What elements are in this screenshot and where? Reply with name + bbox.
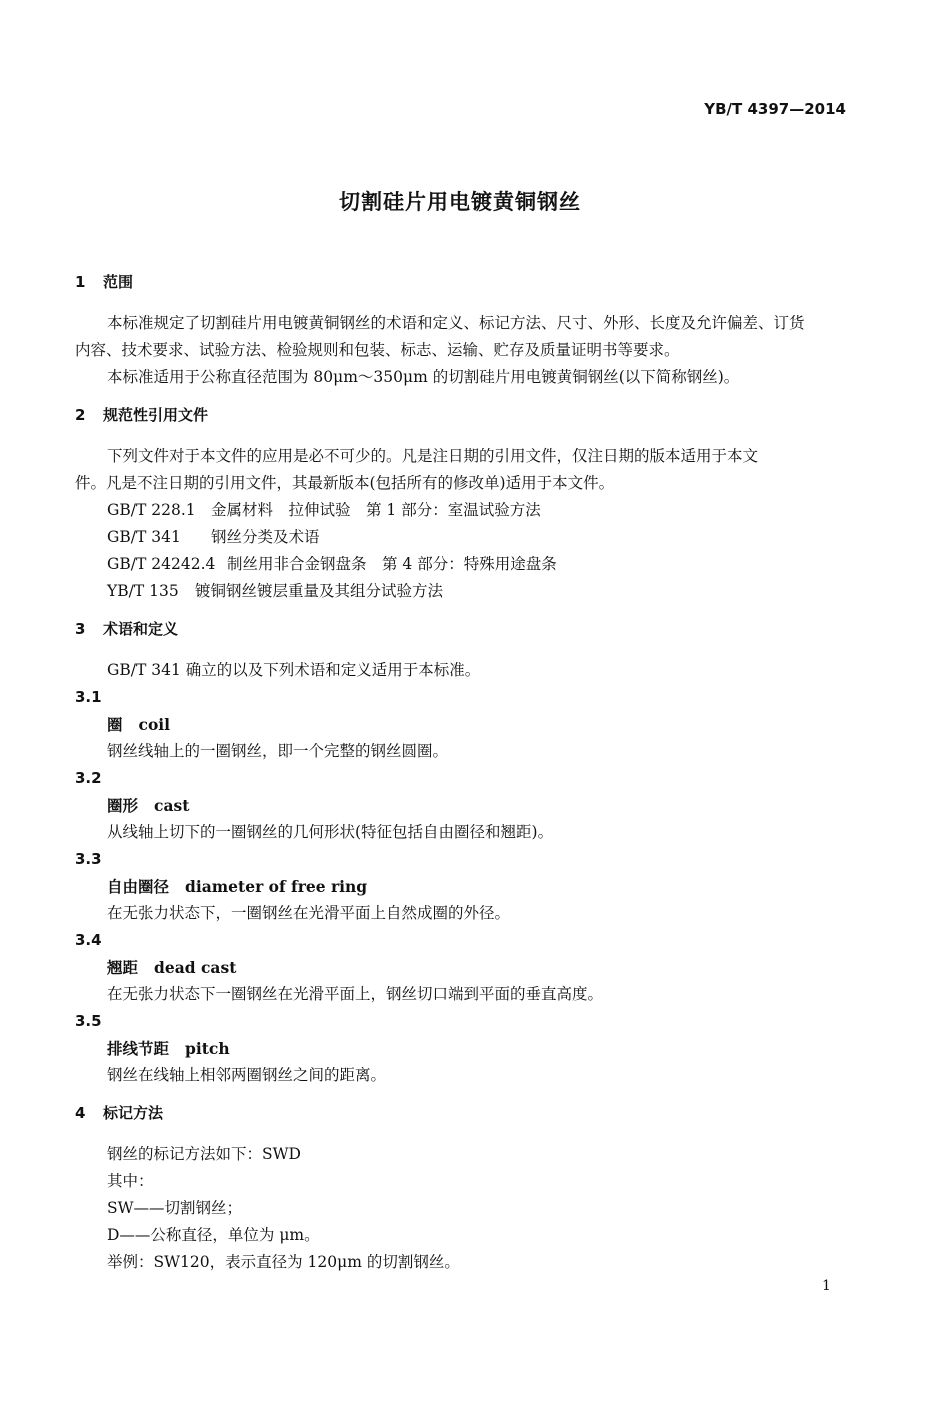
term-zh: 圈形	[107, 796, 139, 815]
references-intro-line-1: 下列文件对于本文件的应用是必不可少的。凡是注日期的引用文件，仅注日期的版本适用于本文	[107, 447, 759, 465]
reference-title: 金属材料 拉伸试验 第 1 部分：室温试验方法	[211, 501, 541, 519]
section-title: 标记方法	[103, 1104, 164, 1122]
term-definition: 钢丝线轴上的一圈钢丝，即一个完整的钢丝圆圈。	[107, 742, 449, 760]
term-zh: 排线节距	[107, 1039, 170, 1058]
reference-item	[75, 578, 850, 605]
document-body	[75, 268, 850, 1276]
reference-title: 制丝用非合金钢盘条 第 4 部分：特殊用途盘条	[227, 555, 557, 573]
term-heading	[75, 873, 850, 900]
marking-line: 其中：	[107, 1172, 154, 1190]
section-number: 2	[75, 406, 86, 424]
term-en: cast	[154, 796, 190, 815]
reference-item	[75, 497, 850, 524]
scope-paragraph-line-1: 本标准规定了切割硅片用电镀黄铜钢丝的术语和定义、标记方法、尺寸、外形、长度及允许偏差、订货	[107, 314, 805, 332]
term-definition: 从线轴上切下的一圈钢丝的几何形状(特征包括自由圈径和翘距)。	[107, 823, 554, 841]
term-number: 3.1	[75, 688, 102, 706]
document-title: 切割硅片用电镀黄铜钢丝	[339, 190, 581, 214]
term-en: dead cast	[154, 958, 237, 977]
section-2-heading	[75, 401, 850, 429]
marking-line: D——公称直径，单位为 μm。	[107, 1226, 320, 1244]
term-zh: 圈	[107, 715, 123, 734]
marking-line: 钢丝的标记方法如下：SWD	[107, 1145, 301, 1163]
marking-line: SW——切割钢丝；	[107, 1199, 243, 1217]
doc-code: YB/T 4397—2014	[704, 100, 846, 118]
term-number: 3.5	[75, 1012, 102, 1030]
scope-paragraph-2: 本标准适用于公称直径范围为 80μm～350μm 的切割硅片用电镀黄铜钢丝(以下简称钢丝)。	[107, 368, 740, 386]
term-en: diameter of free ring	[185, 877, 368, 896]
section-1-heading	[75, 268, 850, 296]
section-title: 术语和定义	[103, 620, 179, 638]
reference-item	[75, 551, 850, 578]
reference-code: YB/T 135	[107, 582, 179, 600]
section-number: 3	[75, 620, 86, 638]
term-number: 3.2	[75, 769, 102, 787]
section-3-heading	[75, 615, 850, 643]
scope-paragraph-line-2: 内容、技术要求、试验方法、检验规则和包装、标志、运输、贮存及质量证明书等要求。	[75, 341, 680, 359]
term-en: coil	[138, 715, 171, 734]
section-title: 范围	[103, 273, 134, 291]
term-number: 3.3	[75, 850, 102, 868]
term-en: pitch	[185, 1039, 230, 1058]
term-definition: 在无张力状态下一圈钢丝在光滑平面上，钢丝切口端到平面的垂直高度。	[107, 985, 604, 1003]
term-zh: 自由圈径	[107, 877, 170, 896]
terms-intro: GB/T 341 确立的以及下列术语和定义适用于本标准。	[107, 661, 481, 679]
reference-code: GB/T 24242.4	[107, 555, 216, 573]
reference-code: GB/T 341	[107, 528, 181, 546]
section-title: 规范性引用文件	[103, 406, 209, 424]
section-number: 4	[75, 1104, 86, 1122]
term-heading	[75, 1035, 850, 1062]
term-number: 3.4	[75, 931, 102, 949]
reference-code: GB/T 228.1	[107, 501, 196, 519]
reference-title: 镀铜钢丝镀层重量及其组分试验方法	[195, 582, 444, 600]
term-heading	[75, 792, 850, 819]
marking-line: 举例：SW120，表示直径为 120μm 的切割钢丝。	[107, 1253, 460, 1271]
term-zh: 翘距	[107, 958, 139, 977]
section-4-heading	[75, 1099, 850, 1127]
term-definition: 在无张力状态下，一圈钢丝在光滑平面上自然成圈的外径。	[107, 904, 511, 922]
page-number: 1	[822, 1278, 831, 1294]
term-heading	[75, 711, 850, 738]
reference-item	[75, 524, 850, 551]
reference-title: 钢丝分类及术语	[211, 528, 320, 546]
term-definition: 钢丝在线轴上相邻两圈钢丝之间的距离。	[107, 1066, 387, 1084]
term-heading	[75, 954, 850, 981]
references-intro-line-2: 件。凡是不注日期的引用文件，其最新版本(包括所有的修改单)适用于本文件。	[75, 474, 615, 492]
section-number: 1	[75, 273, 86, 291]
